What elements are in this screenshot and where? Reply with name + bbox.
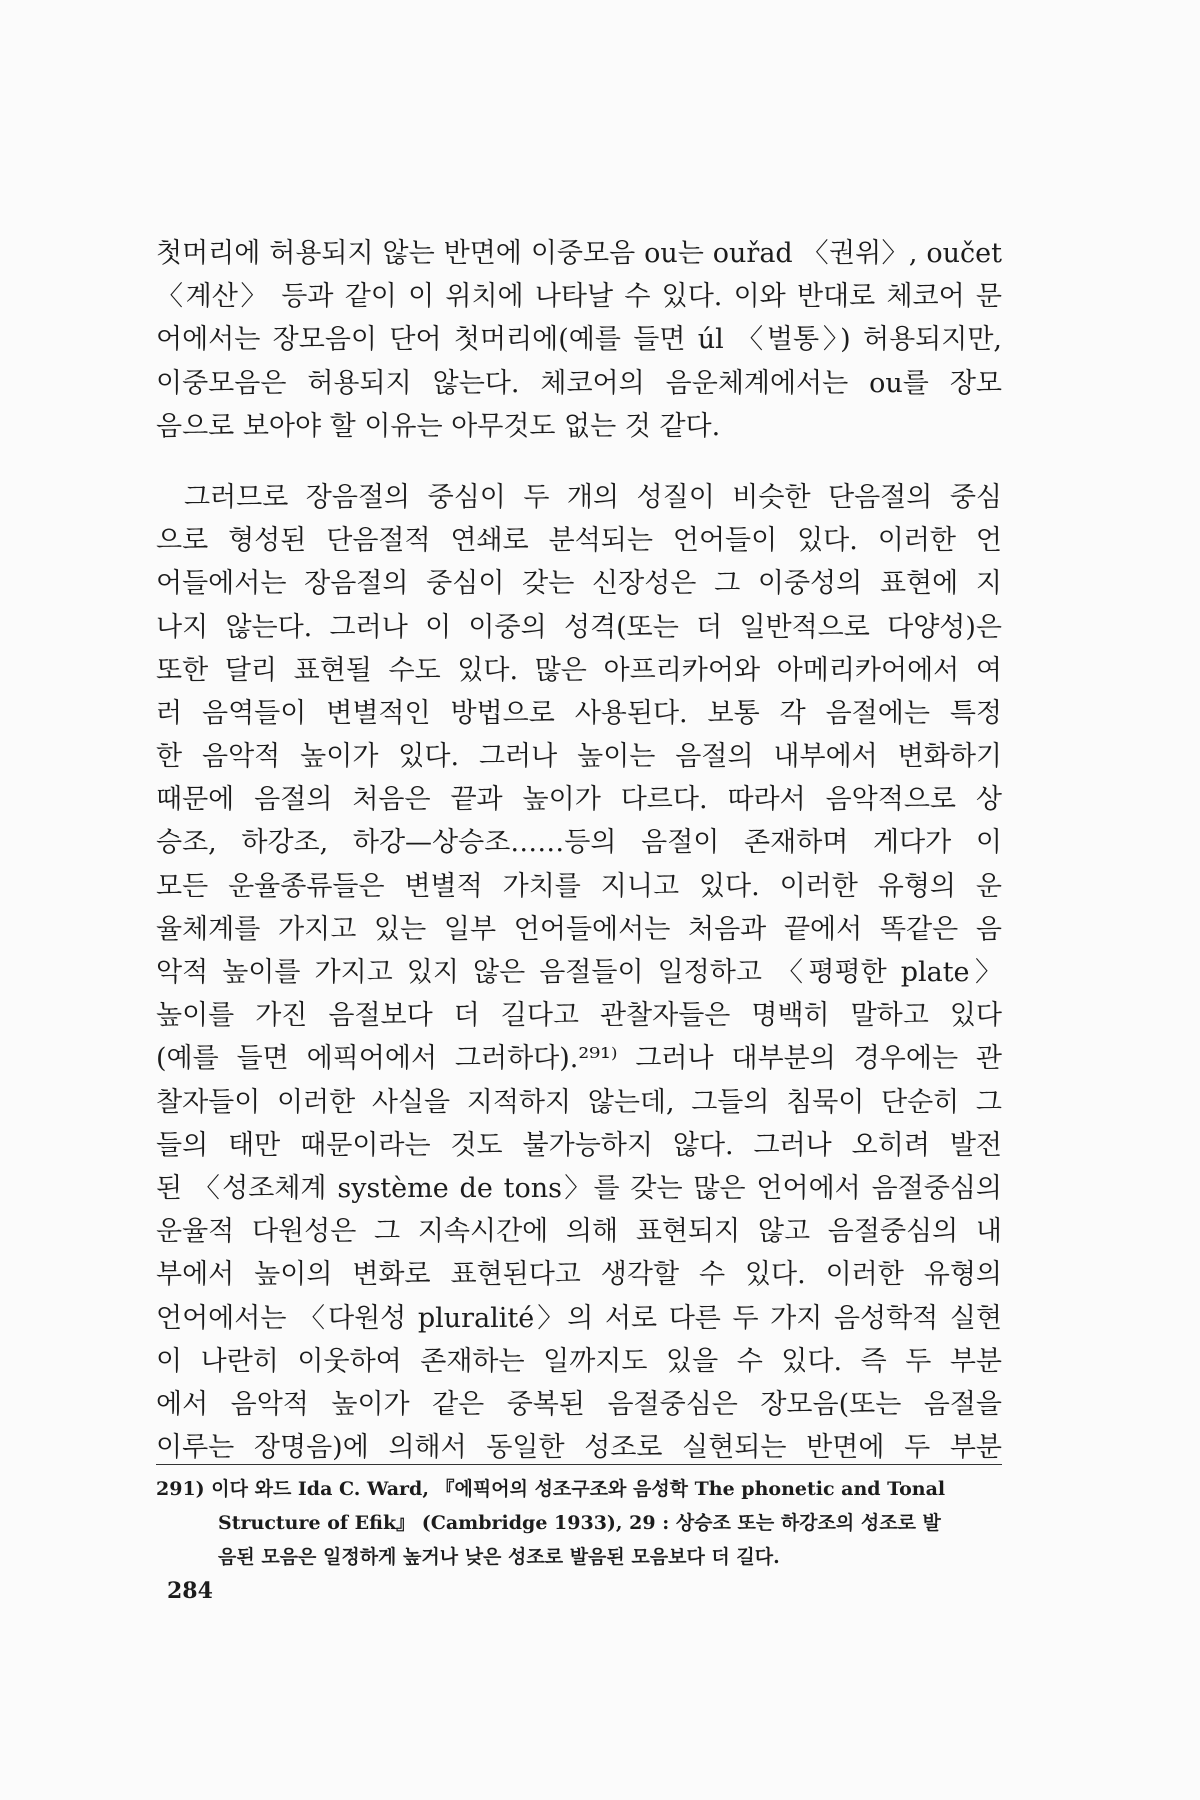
text-line: 이 나란히 이웃하여 존재하는 일까지도 있을 수 있다. 즉 두 부분 xyxy=(156,1345,1002,1377)
text-line: 에서 음악적 높이가 같은 중복된 음절중심은 장모음(또는 음절을 xyxy=(156,1388,1002,1420)
footnote xyxy=(156,1472,1002,1574)
text-line: 음으로 보아야 할 이유는 아무것도 없는 것 같다. xyxy=(156,410,721,442)
text-line: 율체계를 가지고 있는 일부 언어들에서는 처음과 끝에서 똑같은 음 xyxy=(156,913,1002,945)
footnote-line: 291) 이다 와드 Ida C. Ward, 『에픽어의 성조구조와 음성학 The phonetic and Tonal xyxy=(156,1478,946,1500)
text-line: 부에서 높이의 변화로 표현된다고 생각할 수 있다. 이러한 유형의 xyxy=(156,1259,1002,1291)
text-line: 이루는 장명음)에 의해서 동일한 성조로 실현되는 반면에 두 부분 xyxy=(156,1432,1002,1464)
paragraph-gap xyxy=(156,448,1002,476)
text-line: 이중모음은 허용되지 않는다. 체코어의 음운체계에서는 ou를 장모 xyxy=(156,367,1002,399)
text-line: 된 〈성조체계 système de tons〉를 갖는 많은 언어에서 음절중심의 xyxy=(156,1172,1002,1204)
text-line: 첫머리에 허용되지 않는 반면에 이중모음 ou는 ouřad 〈권위〉, oučet xyxy=(156,238,1002,269)
text-line: 러 음역들이 변별적인 방법으로 사용된다. 보통 각 음절에는 특정 xyxy=(156,697,1002,729)
text-line: 나지 않는다. 그러나 이 이중의 성격(또는 더 일반적으로 다양성)은 xyxy=(156,611,1002,643)
text-line: 〈계산〉 등과 같이 이 위치에 나타날 수 있다. 이와 반대로 체코어 문 xyxy=(156,281,1002,313)
text-line: 때문에 음절의 처음은 끝과 높이가 다르다. 따라서 음악적으로 상 xyxy=(156,784,1002,816)
text-line: 또한 달리 표현될 수도 있다. 많은 아프리카어와 아메리카어에서 여 xyxy=(156,654,1002,686)
text-line: 운율적 다원성은 그 지속시간에 의해 표현되지 않고 음절중심의 내 xyxy=(156,1216,1002,1248)
text-line: 찰자들이 이러한 사실을 지적하지 않는데, 그들의 침묵이 단순히 그 xyxy=(156,1086,1002,1118)
text-line: 악적 높이를 가지고 있지 않은 음절들이 일정하고 〈평평한 plate〉 xyxy=(156,957,1002,988)
footnote-divider xyxy=(156,1464,1002,1465)
text-line: 어에서는 장모음이 단어 첫머리에(예를 들면 úl 〈벌통〉) 허용되지만, xyxy=(156,324,1002,356)
text-line: 들의 태만 때문이라는 것도 불가능하지 않다. 그러나 오히려 발전 xyxy=(156,1129,1002,1161)
text-line: 한 음악적 높이가 있다. 그러나 높이는 음절의 내부에서 변화하기 xyxy=(156,741,1002,773)
footnote-line: Structure of Efik』 (Cambridge 1933), 29 : 상승조 또는 하강조의 성조로 발 xyxy=(218,1512,941,1534)
text-line: 으로 형성된 단음절적 연쇄로 분석되는 언어들이 있다. 이러한 언 xyxy=(156,525,1002,557)
text-line: 어들에서는 장음절의 중심이 갖는 신장성은 그 이중성의 표현에 지 xyxy=(156,568,1002,600)
text-line: 언어에서는 〈다원성 pluralité〉의 서로 다른 두 가지 음성학적 실현 xyxy=(156,1302,1002,1334)
text-line: 모든 운율종류들은 변별적 가치를 지니고 있다. 이러한 유형의 운 xyxy=(156,870,1002,902)
text-line: 그러므로 장음절의 중심이 두 개의 성질이 비슷한 단음절의 중심 xyxy=(184,481,1002,513)
footnote-line: 음된 모음은 일정하게 높거나 낮은 성조로 발음된 모음보다 더 길다. xyxy=(218,1546,780,1568)
paragraph-2 xyxy=(156,476,1002,1469)
page-number: 284 xyxy=(167,1578,213,1604)
text-line: 승조, 하강조, 하강—상승조……등의 음절이 존재하며 게다가 이 xyxy=(156,827,1002,859)
text-line: 높이를 가진 음절보다 더 길다고 관찰자들은 명백히 말하고 있다 xyxy=(156,1000,1002,1032)
text-line: (예를 들면 에픽어에서 그러하다).²⁹¹⁾ 그러나 대부분의 경우에는 관 xyxy=(156,1043,1002,1075)
body-text xyxy=(156,232,1002,1469)
paragraph-1 xyxy=(156,232,1002,448)
